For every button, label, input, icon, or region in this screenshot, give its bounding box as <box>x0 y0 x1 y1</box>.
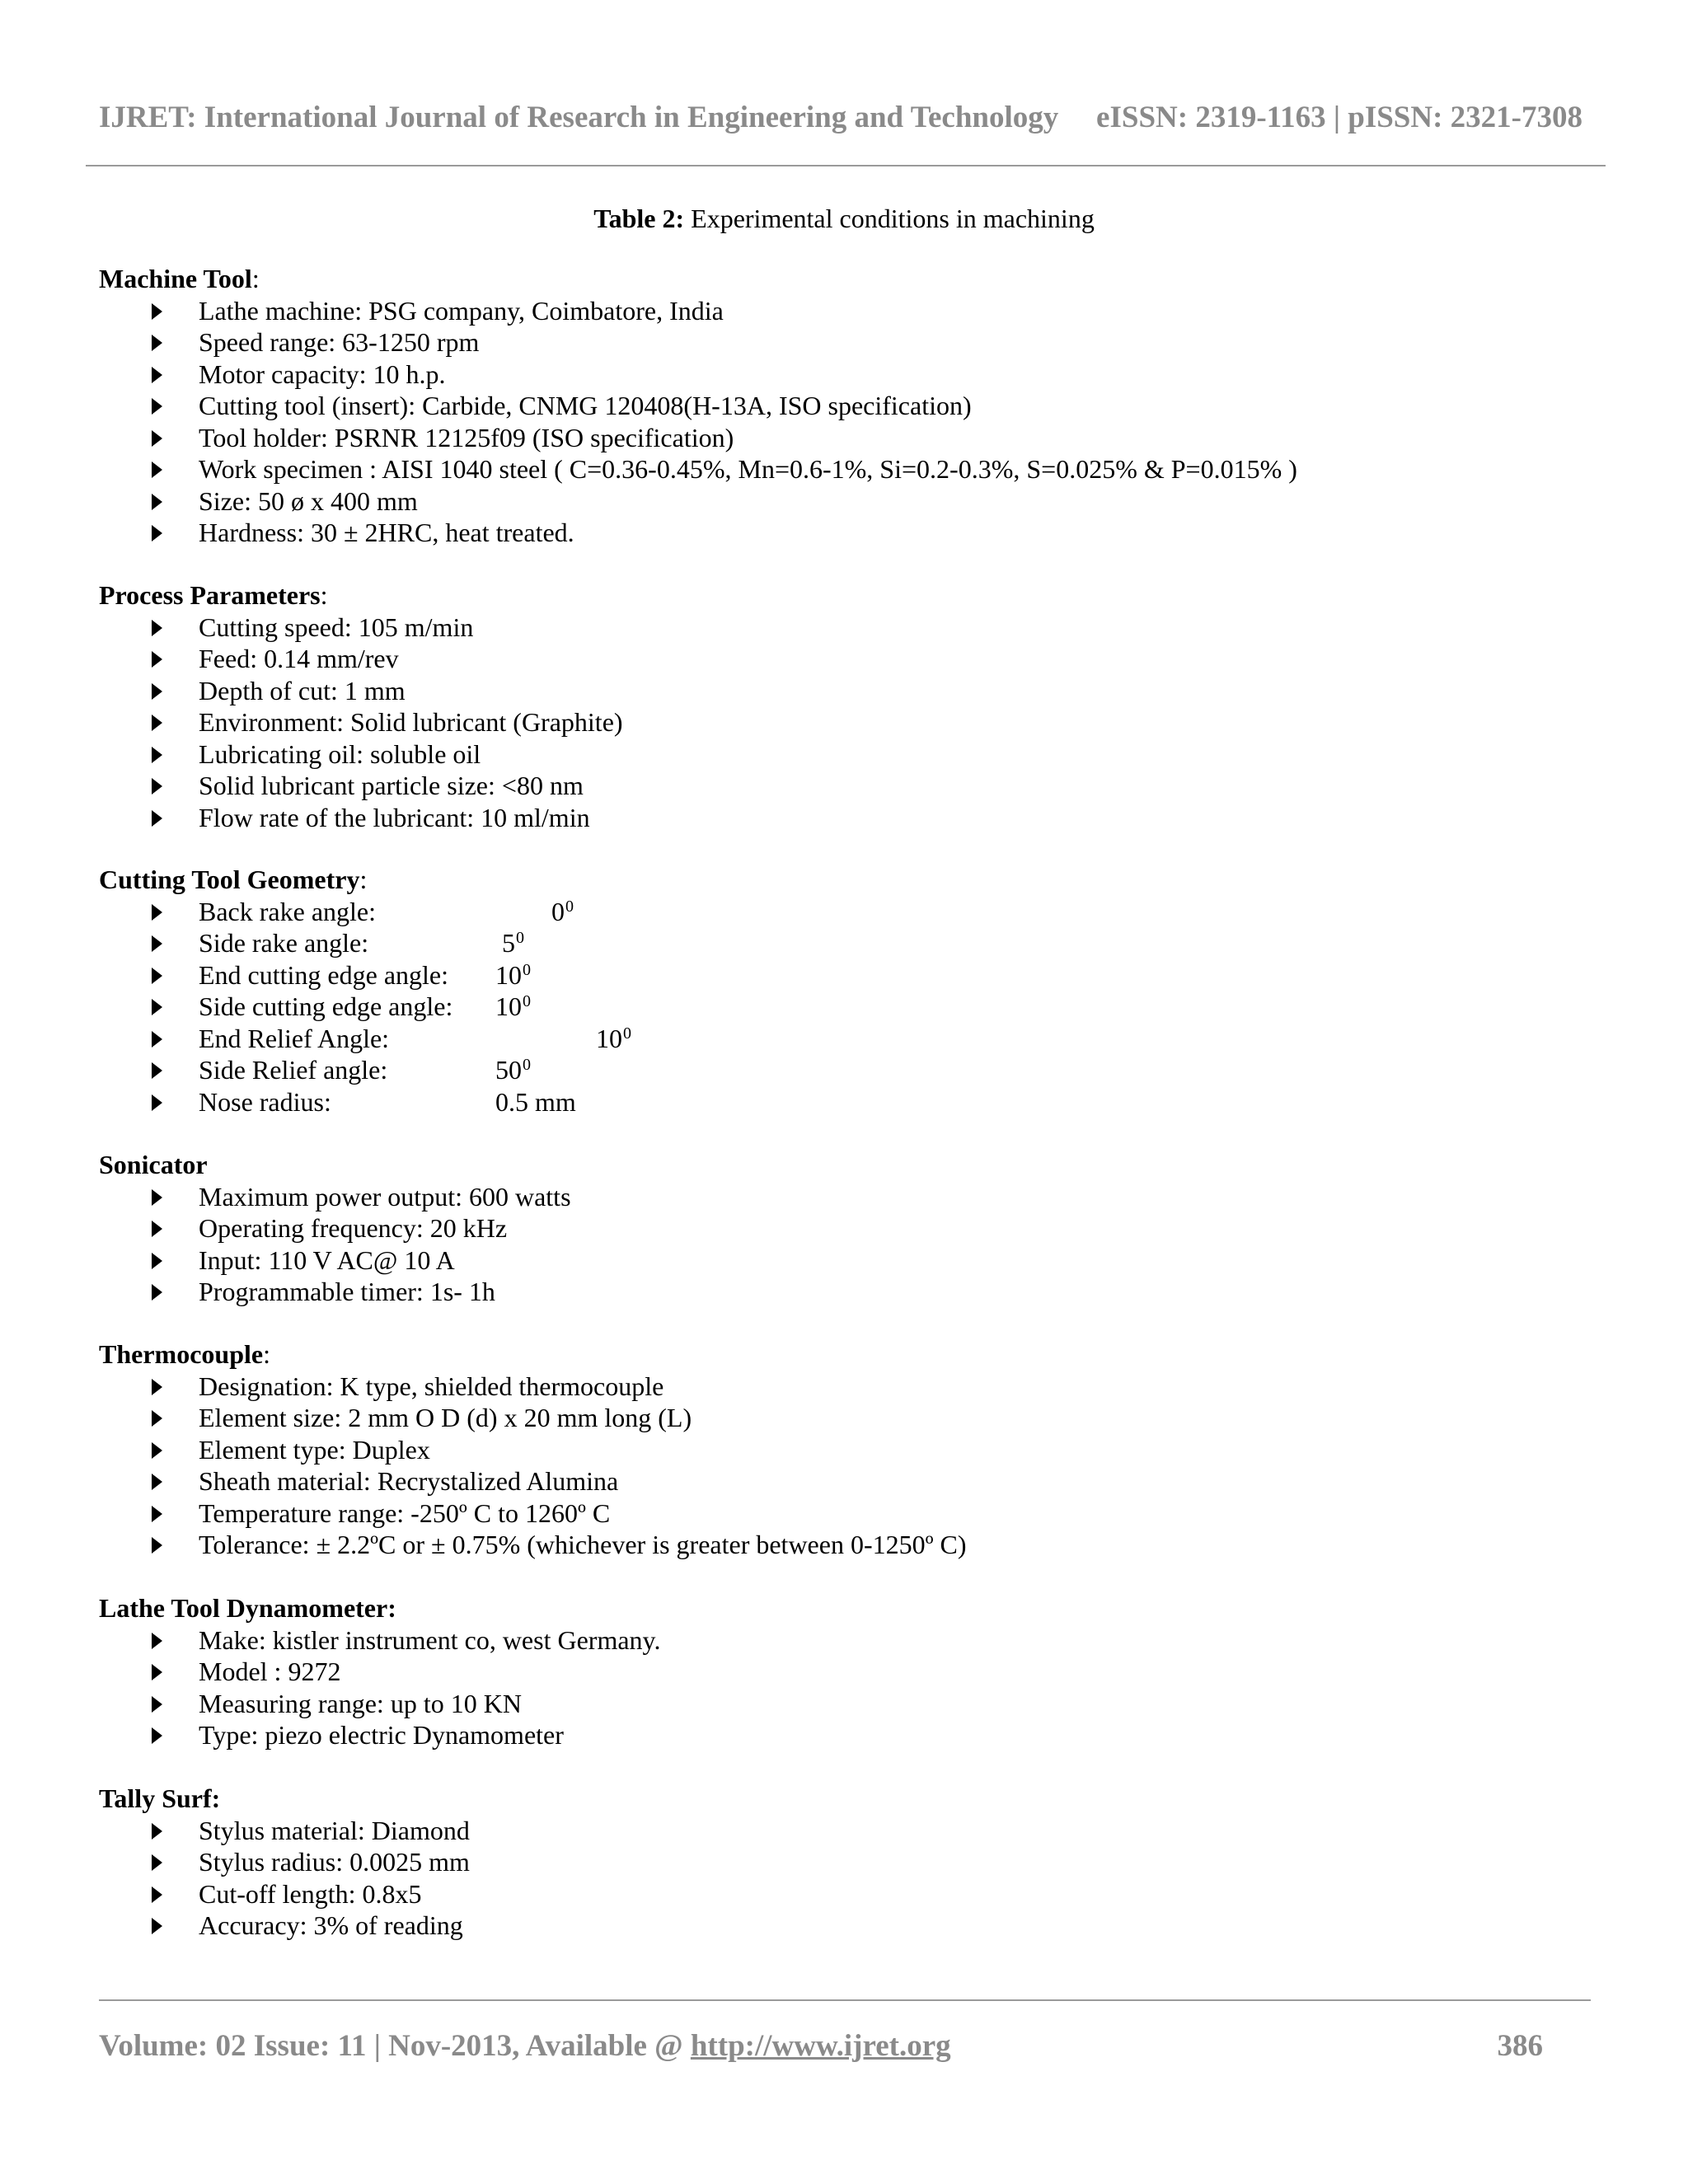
list-item: Programmable timer: 1s- 1h <box>99 1276 208 1308</box>
list-item: Element type: Duplex <box>99 1434 270 1466</box>
list-item: End Relief Angle: $10^0$ <box>99 1023 367 1055</box>
section-title: Thermocouple: <box>99 1339 270 1369</box>
list-item: Tolerance: ± 2.2ºC or ± 0.75% (whichever is greater between 0-1250º C) <box>99 1529 270 1561</box>
bullet-arrow-icon <box>152 1189 162 1206</box>
section-title: Sonicator <box>99 1150 208 1179</box>
bullet-arrow-icon <box>152 430 162 447</box>
bullet-arrow-icon <box>152 935 162 952</box>
bullet-arrow-icon <box>152 462 162 478</box>
bullet-arrow-icon <box>152 968 162 984</box>
list-item: Hardness: 30 ± 2HRC, heat treated. <box>99 517 260 549</box>
bullet-arrow-icon <box>152 683 162 700</box>
list-item: Side rake angle: $5^0$ <box>99 927 367 959</box>
header-rule <box>86 165 1606 166</box>
list-item: Designation: K type, shielded thermocouple <box>99 1371 270 1403</box>
list-item: Stylus radius: 0.0025 mm <box>99 1846 220 1878</box>
bullet-arrow-icon <box>152 778 162 794</box>
list-item: Cut-off length: 0.8x5 <box>99 1878 220 1910</box>
bullet-arrow-icon <box>152 1918 162 1934</box>
list-item: Cutting speed: 105 m/min <box>99 612 328 644</box>
list-item: Make: kistler instrument co, west Germany. <box>99 1624 396 1657</box>
section-cutting-tool-geometry <box>99 864 631 1118</box>
volume-info: Volume: 02 Issue: 11 | Nov-2013, Available @ http://www.ijret.org <box>99 2029 951 2063</box>
section-sonicator <box>99 1149 571 1308</box>
section-title: Cutting Tool Geometry: <box>99 865 368 894</box>
list-item: Nose radius: 0.5 mm <box>99 1086 367 1118</box>
issn-info: eISSN: 2319-1163 | pISSN: 2321-7308 <box>1096 101 1582 134</box>
list-item: Feed: 0.14 mm/rev <box>99 643 328 675</box>
bullet-arrow-icon <box>152 715 162 731</box>
table-caption <box>0 202 1688 235</box>
bullet-arrow-icon <box>152 1284 162 1301</box>
bullet-arrow-icon <box>152 1094 162 1111</box>
bullet-arrow-icon <box>152 1727 162 1744</box>
list-item: Environment: Solid lubricant (Graphite) <box>99 706 328 738</box>
list-item: Operating frequency: 20 kHz <box>99 1212 208 1244</box>
list-item: Size: 50 ø x 400 mm <box>99 485 260 518</box>
bullet-arrow-icon <box>152 1221 162 1237</box>
bullet-arrow-icon <box>152 303 162 320</box>
bullet-arrow-icon <box>152 620 162 636</box>
bullet-arrow-icon <box>152 1633 162 1649</box>
bullet-arrow-icon <box>152 1664 162 1680</box>
list-item: Depth of cut: 1 mm <box>99 675 328 707</box>
bullet-arrow-icon <box>152 335 162 351</box>
bullet-arrow-icon <box>152 525 162 541</box>
section-process-parameters <box>99 579 623 833</box>
list-item: Back rake angle: $0^0$ <box>99 896 367 928</box>
list-item: Lathe machine: PSG company, Coimbatore, India <box>99 295 260 327</box>
bullet-arrow-icon <box>152 1442 162 1459</box>
bullet-arrow-icon <box>152 747 162 763</box>
list-item: Stylus material: Diamond <box>99 1815 220 1847</box>
bullet-arrow-icon <box>152 651 162 668</box>
bullet-arrow-icon <box>152 1062 162 1079</box>
list-item: Type: piezo electric Dynamometer <box>99 1719 396 1751</box>
list-item: Model : 9272 <box>99 1656 396 1688</box>
bullet-arrow-icon <box>152 367 162 383</box>
running-footer <box>99 2026 1543 2067</box>
running-header <box>99 97 1582 138</box>
page-number: 386 <box>1497 2029 1543 2063</box>
section-thermocouple <box>99 1338 967 1561</box>
bullet-arrow-icon <box>152 999 162 1015</box>
bullet-arrow-icon <box>152 1696 162 1713</box>
section-tally-surf <box>99 1783 470 1942</box>
bullet-arrow-icon <box>152 1379 162 1395</box>
bullet-arrow-icon <box>152 1474 162 1490</box>
list-item: End cutting edge angle: $10^0$ <box>99 959 367 991</box>
journal-url-link[interactable]: http://www.ijret.org <box>690 2029 951 2063</box>
bullet-arrow-icon <box>152 810 162 827</box>
bullet-arrow-icon <box>152 1854 162 1871</box>
section-title: Lathe Tool Dynamometer: <box>99 1593 396 1623</box>
bullet-arrow-icon <box>152 1537 162 1554</box>
bullet-arrow-icon <box>152 494 162 510</box>
list-item: Cutting tool (insert): Carbide, CNMG 120408(H-13A, ISO specification) <box>99 390 260 422</box>
section-title: Machine Tool: <box>99 264 260 293</box>
caption-text: Experimental conditions in machining <box>684 204 1095 233</box>
list-item: Work specimen : AISI 1040 steel ( C=0.36-0.45%, Mn=0.6-1%, Si=0.2-0.3%, S=0.025% & P=0.015% ) <box>99 453 260 485</box>
list-item: Element size: 2 mm O D (d) x 20 mm long (L) <box>99 1402 270 1434</box>
list-item: Input: 110 V AC@ 10 A <box>99 1244 208 1277</box>
list-item: Speed range: 63-1250 rpm <box>99 326 260 359</box>
list-item: Lubricating oil: soluble oil <box>99 738 328 771</box>
bullet-arrow-icon <box>152 398 162 415</box>
list-item: Side cutting edge angle: $10^0$ <box>99 991 367 1023</box>
section-title: Process Parameters: <box>99 580 328 610</box>
list-item: Tool holder: PSRNR 12125f09 (ISO specification) <box>99 422 260 454</box>
list-item: Measuring range: up to 10 KN <box>99 1688 396 1720</box>
bullet-arrow-icon <box>152 1031 162 1047</box>
list-item: Flow rate of the lubricant: 10 ml/min <box>99 802 328 834</box>
list-item: Side Relief angle: $50^0$ <box>99 1054 367 1086</box>
list-item: Solid lubricant particle size: <80 nm <box>99 770 328 802</box>
list-item: Temperature range: -250º C to 1260º C <box>99 1497 270 1530</box>
footer-rule <box>99 1999 1591 2001</box>
bullet-arrow-icon <box>152 1410 162 1427</box>
list-item: Maximum power output: 600 watts <box>99 1181 208 1213</box>
section-lathe-tool-dynamometer <box>99 1592 661 1751</box>
bullet-arrow-icon <box>152 1823 162 1840</box>
bullet-arrow-icon <box>152 1886 162 1903</box>
list-item: Sheath material: Recrystalized Alumina <box>99 1465 270 1497</box>
bullet-arrow-icon <box>152 1506 162 1522</box>
list-item: Motor capacity: 10 h.p. <box>99 359 260 391</box>
section-title: Tally Surf: <box>99 1783 221 1813</box>
journal-title: IJRET: International Journal of Research in Engineering and Technology <box>99 101 1059 134</box>
bullet-arrow-icon <box>152 904 162 921</box>
bullet-arrow-icon <box>152 1253 162 1269</box>
list-item: Accuracy: 3% of reading <box>99 1910 220 1942</box>
caption-label: Table 2: <box>593 204 685 233</box>
section-machine-tool <box>99 263 1297 549</box>
